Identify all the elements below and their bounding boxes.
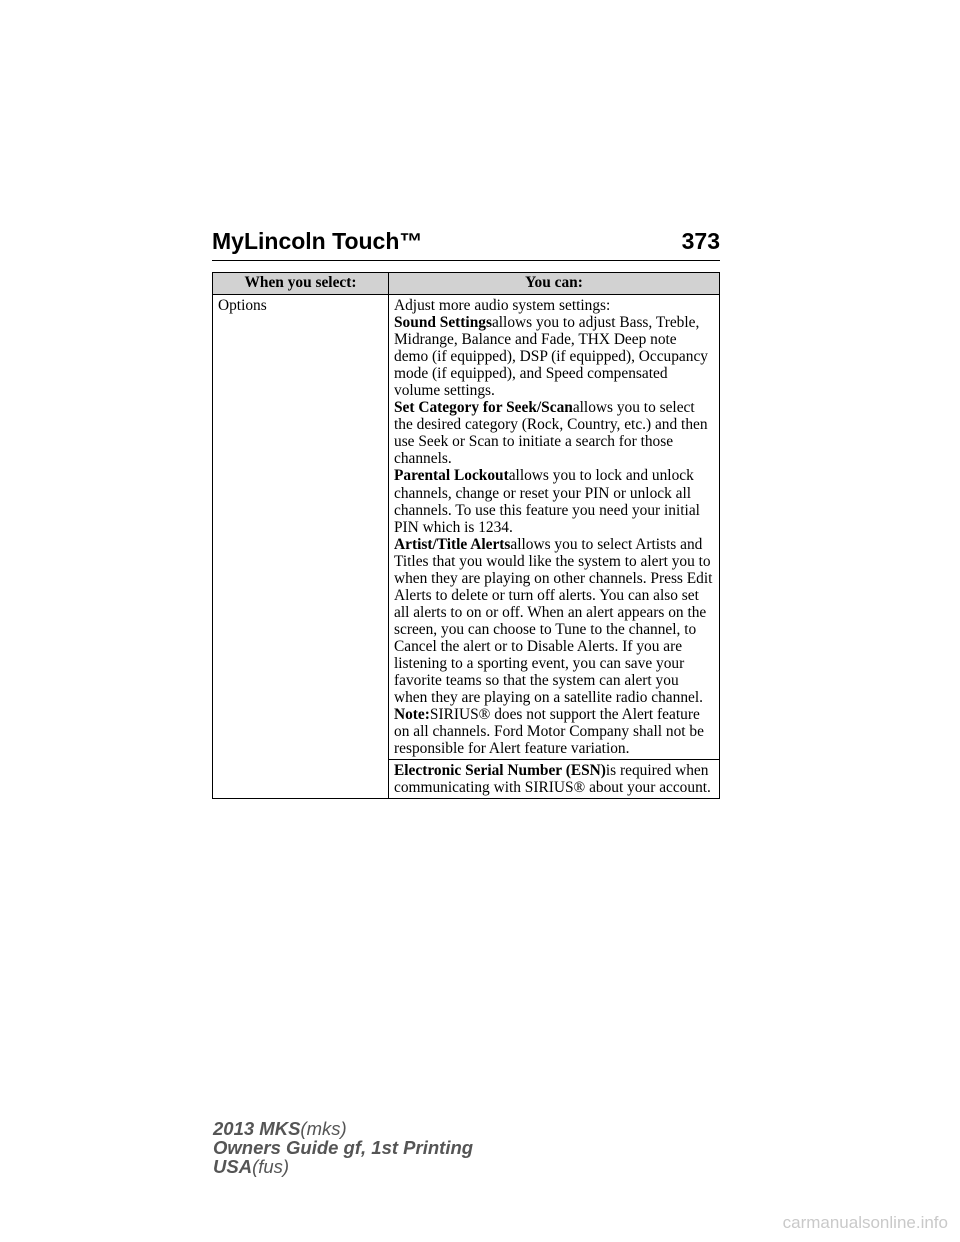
esn-text: is required when communicating with SIRIUS® about your account.: [394, 762, 711, 797]
options-cell: [213, 295, 389, 799]
table-header-row: [213, 273, 720, 295]
artist-title-alerts-term: Artist/Title Alerts: [394, 535, 511, 553]
options-intro: Adjust more audio system settings:: [394, 297, 611, 314]
esn-cell: [389, 760, 720, 799]
footer-line-model: [213, 1119, 473, 1138]
watermark-text: carmanualsonline.info: [782, 1213, 948, 1232]
section-title: MyLincoln Touch™: [212, 228, 423, 254]
sound-settings-term: Sound Settings: [394, 314, 492, 332]
set-category-term: Set Category for Seek/Scan: [394, 399, 573, 417]
table-row: [213, 295, 720, 760]
header-divider: [212, 260, 720, 261]
options-label: Options: [218, 297, 267, 314]
parental-lockout-text: allows you to lock and unlock channels, change or reset your PIN or unlock all channels. To use this feature you need your initial PIN which is 1234.: [394, 467, 700, 536]
settings-table: [212, 272, 720, 799]
options-description-cell: [389, 295, 720, 760]
page-number: 373: [681, 228, 720, 254]
footer-region-code: (fus): [252, 1156, 290, 1177]
note-text: SIRIUS® does not support the Alert feature on all channels. Ford Motor Company shall not be responsible for Alert feature variation.: [394, 706, 704, 758]
footer-line-guide: [213, 1138, 473, 1157]
footer-line-region: [213, 1157, 473, 1176]
artist-title-alerts-item: [394, 536, 714, 706]
footer-model-code: (mks): [300, 1118, 347, 1139]
sound-settings-item: [394, 314, 714, 399]
sound-settings-text: allows you to adjust Bass, Treble, Midrange, Balance and Fade, THX Deep note demo (if equipped), DSP (if equipped), Occupancy mode (if equipped), and Speed compensated volume settings.: [394, 314, 708, 400]
set-category-text: allows you to select the desired category (Rock, Country, etc.) and then use Seek or Scan to initiate a search for those channels.: [394, 399, 708, 468]
footer-region: USA: [213, 1156, 253, 1177]
footer-guide: Owners Guide gf, 1st Printing: [213, 1137, 474, 1158]
parental-lockout-item: [394, 467, 714, 535]
note-term: Note:: [394, 706, 430, 724]
set-category-item: [394, 399, 714, 467]
footer-model: 2013 MKS: [213, 1118, 301, 1139]
column-header-select: When you select:: [213, 273, 389, 295]
note-item: [394, 706, 714, 757]
column-header-can: You can:: [389, 273, 720, 295]
print-footer: [213, 1119, 473, 1176]
esn-term: Electronic Serial Number (ESN): [394, 762, 606, 780]
parental-lockout-term: Parental Lockout: [394, 467, 509, 485]
artist-title-alerts-text: allows you to select Artists and Titles that you would like the system to alert you to when they are playing on other channels. Press Edit Alerts to delete or turn off alerts. You can also set all alerts to on or off. When an alert appears on the screen, you can choose to Tune to the channel, to Cancel the alert or to Disable Alerts. If you are listening to a sporting event, you can save your favorite teams so that the system can alert you when they are playing on a satellite radio channel.: [394, 535, 713, 707]
page-header: [212, 226, 720, 256]
